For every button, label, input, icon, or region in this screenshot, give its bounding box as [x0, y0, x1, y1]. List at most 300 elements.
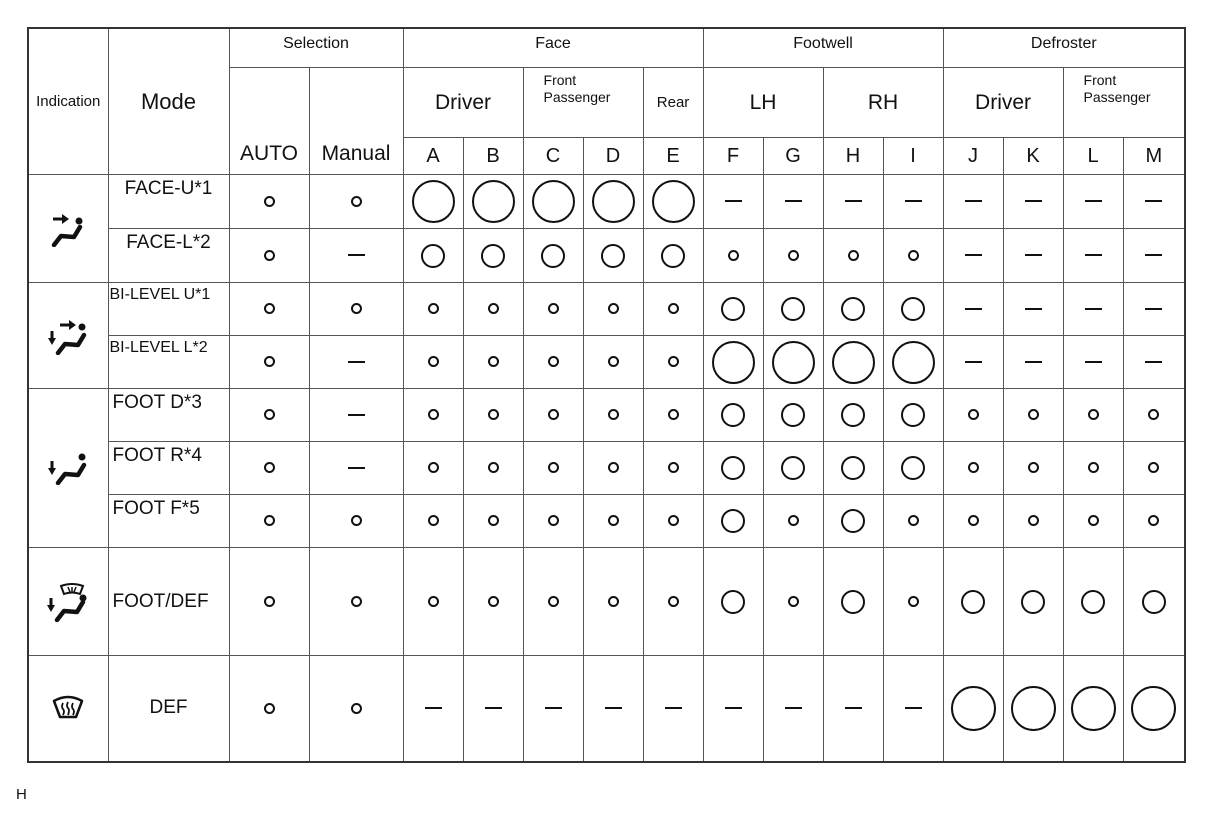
damper-cell: [703, 442, 763, 495]
damper-cell: [583, 656, 643, 762]
footwell-header: Footwell: [703, 28, 943, 68]
not-applicable-dash: [1025, 308, 1042, 310]
small-circle-mark: [548, 303, 559, 314]
small-circle-mark: [428, 303, 439, 314]
damper-cell: [403, 336, 463, 389]
damper-cell: [403, 548, 463, 656]
damper-cell: [1123, 495, 1185, 548]
small-circle-mark: [428, 409, 439, 420]
damper-cell: [1063, 336, 1123, 389]
small-circle-mark: [351, 703, 362, 714]
medium-circle-mark: [961, 590, 985, 614]
damper-cell: [403, 656, 463, 762]
damper-cell: [943, 389, 1003, 442]
damper-cell: [1003, 175, 1063, 229]
damper-cell: [463, 548, 523, 656]
damper-cell: [883, 442, 943, 495]
not-applicable-dash: [1025, 361, 1042, 363]
table-row: [28, 175, 1185, 229]
damper-cell: [1063, 495, 1123, 548]
medium-circle-mark: [721, 509, 745, 533]
bi-level-mode-icon: [28, 283, 108, 389]
damper-cell: [309, 442, 403, 495]
large-circle-mark: [1131, 686, 1176, 731]
defroster-header: Defroster: [943, 28, 1185, 68]
small-circle-mark: [548, 356, 559, 367]
small-circle-mark: [264, 196, 275, 207]
medium-circle-mark: [721, 456, 745, 480]
damper-cell: [643, 442, 703, 495]
small-circle-mark: [488, 596, 499, 607]
manual-header: Manual: [309, 68, 403, 175]
small-circle-mark: [264, 303, 275, 314]
damper-cell: [403, 175, 463, 229]
damper-cell: [823, 336, 883, 389]
large-circle-mark: [892, 341, 935, 384]
small-circle-mark: [668, 409, 679, 420]
small-circle-mark: [788, 250, 799, 261]
damper-cell: [1063, 548, 1123, 656]
not-applicable-dash: [1085, 200, 1102, 202]
not-applicable-dash: [1145, 361, 1162, 363]
damper-cell: [823, 548, 883, 656]
small-circle-mark: [548, 409, 559, 420]
damper-cell: [523, 656, 583, 762]
damper-cell: [309, 283, 403, 336]
not-applicable-dash: [348, 414, 365, 416]
damper-cell: [583, 336, 643, 389]
medium-circle-mark: [721, 297, 745, 321]
damper-cell: [1003, 442, 1063, 495]
damper-cell: [883, 283, 943, 336]
mode-label: FOOT/DEF: [108, 548, 229, 656]
small-circle-mark: [968, 515, 979, 526]
damper-cell: [1063, 229, 1123, 283]
damper-cell: [523, 495, 583, 548]
damper-cell: [1003, 229, 1063, 283]
damper-cell: [1003, 495, 1063, 548]
not-applicable-dash: [1085, 254, 1102, 256]
medium-circle-mark: [481, 244, 505, 268]
small-circle-mark: [488, 356, 499, 367]
damper-cell: [1003, 656, 1063, 762]
not-applicable-dash: [605, 707, 622, 709]
small-circle-mark: [1028, 409, 1039, 420]
not-applicable-dash: [905, 200, 922, 202]
damper-cell: [1003, 283, 1063, 336]
damper-cell: [763, 389, 823, 442]
damper-cell: [703, 548, 763, 656]
damper-cell: [463, 656, 523, 762]
damper-cell: [823, 229, 883, 283]
medium-circle-mark: [541, 244, 565, 268]
table-row: [28, 656, 1185, 762]
damper-cell: [943, 548, 1003, 656]
damper-cell: [823, 389, 883, 442]
small-circle-mark: [668, 303, 679, 314]
damper-cell: [403, 389, 463, 442]
damper-cell: [583, 283, 643, 336]
small-circle-mark: [608, 515, 619, 526]
damper-cell: [883, 656, 943, 762]
medium-circle-mark: [781, 456, 805, 480]
damper-cell: [943, 283, 1003, 336]
not-applicable-dash: [1085, 308, 1102, 310]
not-applicable-dash: [425, 707, 442, 709]
damper-cell: [583, 495, 643, 548]
foot-mode-icon: [28, 389, 108, 548]
small-circle-mark: [1148, 409, 1159, 420]
small-circle-mark: [668, 515, 679, 526]
damper-cell: [1063, 442, 1123, 495]
large-circle-mark: [951, 686, 996, 731]
damper-cell: [1063, 656, 1123, 762]
small-circle-mark: [351, 196, 362, 207]
damper-cell: [1063, 389, 1123, 442]
face-header: Face: [403, 28, 703, 68]
not-applicable-dash: [965, 308, 982, 310]
small-circle-mark: [1028, 515, 1039, 526]
damper-cell: [823, 283, 883, 336]
small-circle-mark: [488, 409, 499, 420]
damper-cell: [943, 175, 1003, 229]
damper-cell: [703, 389, 763, 442]
small-circle-mark: [351, 596, 362, 607]
damper-cell: [883, 495, 943, 548]
table-row: [28, 389, 1185, 442]
medium-circle-mark: [1021, 590, 1045, 614]
damper-cell: [643, 389, 703, 442]
face-mode-icon: [28, 175, 108, 283]
small-circle-mark: [351, 303, 362, 314]
large-circle-mark: [832, 341, 875, 384]
damper-cell: [583, 548, 643, 656]
large-circle-mark: [412, 180, 455, 223]
small-circle-mark: [351, 515, 362, 526]
small-circle-mark: [264, 596, 275, 607]
medium-circle-mark: [1142, 590, 1166, 614]
damper-cell: [703, 229, 763, 283]
small-circle-mark: [428, 596, 439, 607]
damper-cell: [643, 283, 703, 336]
damper-cell: [229, 229, 309, 283]
column-letter: H: [823, 138, 883, 175]
not-applicable-dash: [785, 707, 802, 709]
small-circle-mark: [788, 596, 799, 607]
damper-cell: [823, 442, 883, 495]
column-letter: K: [1003, 138, 1063, 175]
def-front-passenger-header: Front Passenger: [1063, 68, 1185, 138]
damper-cell: [403, 442, 463, 495]
medium-circle-mark: [721, 403, 745, 427]
mode-label: BI-LEVEL L*2: [108, 336, 229, 389]
damper-cell: [643, 336, 703, 389]
damper-cell: [523, 283, 583, 336]
small-circle-mark: [908, 515, 919, 526]
small-circle-mark: [608, 462, 619, 473]
damper-cell: [883, 229, 943, 283]
column-letter: F: [703, 138, 763, 175]
mode-label: FOOT F*5: [108, 495, 229, 548]
small-circle-mark: [1148, 462, 1159, 473]
table-row: [28, 336, 1185, 389]
not-applicable-dash: [348, 467, 365, 469]
damper-cell: [583, 389, 643, 442]
damper-cell: [463, 442, 523, 495]
damper-cell: [643, 495, 703, 548]
large-circle-mark: [712, 341, 755, 384]
small-circle-mark: [264, 356, 275, 367]
damper-cell: [229, 389, 309, 442]
medium-circle-mark: [601, 244, 625, 268]
small-circle-mark: [608, 303, 619, 314]
large-circle-mark: [1071, 686, 1116, 731]
mode-label: FOOT D*3: [108, 389, 229, 442]
medium-circle-mark: [841, 509, 865, 533]
small-circle-mark: [608, 596, 619, 607]
small-circle-mark: [428, 515, 439, 526]
small-circle-mark: [788, 515, 799, 526]
damper-cell: [763, 283, 823, 336]
damper-cell: [1123, 336, 1185, 389]
medium-circle-mark: [901, 403, 925, 427]
mode-header: Mode: [108, 28, 229, 175]
damper-cell: [309, 548, 403, 656]
column-letter: L: [1063, 138, 1123, 175]
large-circle-mark: [472, 180, 515, 223]
not-applicable-dash: [725, 200, 742, 202]
mode-label: BI-LEVEL U*1: [108, 283, 229, 336]
large-circle-mark: [652, 180, 695, 223]
column-letter: J: [943, 138, 1003, 175]
small-circle-mark: [668, 462, 679, 473]
damper-cell: [1063, 175, 1123, 229]
damper-cell: [823, 656, 883, 762]
column-letter: B: [463, 138, 523, 175]
damper-cell: [1123, 229, 1185, 283]
damper-cell: [463, 283, 523, 336]
damper-cell: [703, 656, 763, 762]
def-driver-header: Driver: [943, 68, 1063, 138]
damper-cell: [763, 175, 823, 229]
small-circle-mark: [1088, 515, 1099, 526]
medium-circle-mark: [721, 590, 745, 614]
damper-cell: [523, 175, 583, 229]
damper-cell: [583, 442, 643, 495]
large-circle-mark: [592, 180, 635, 223]
small-circle-mark: [264, 250, 275, 261]
medium-circle-mark: [661, 244, 685, 268]
damper-cell: [883, 389, 943, 442]
mode-label: DEF: [108, 656, 229, 762]
damper-cell: [403, 495, 463, 548]
damper-cell: [703, 495, 763, 548]
mode-label: FACE-U*1: [108, 175, 229, 229]
def-mode-icon: [28, 656, 108, 762]
small-circle-mark: [668, 356, 679, 367]
not-applicable-dash: [965, 361, 982, 363]
damper-cell: [309, 656, 403, 762]
damper-cell: [763, 336, 823, 389]
medium-circle-mark: [901, 297, 925, 321]
damper-cell: [463, 175, 523, 229]
small-circle-mark: [1028, 462, 1039, 473]
small-circle-mark: [728, 250, 739, 261]
damper-cell: [583, 175, 643, 229]
damper-cell: [463, 389, 523, 442]
foot-def-mode-icon: [28, 548, 108, 656]
column-letter: C: [523, 138, 583, 175]
damper-cell: [883, 336, 943, 389]
damper-cell: [1123, 548, 1185, 656]
damper-cell: [229, 656, 309, 762]
damper-cell: [309, 336, 403, 389]
small-circle-mark: [1088, 409, 1099, 420]
medium-circle-mark: [841, 590, 865, 614]
damper-cell: [309, 175, 403, 229]
damper-cell: [943, 229, 1003, 283]
damper-cell: [523, 548, 583, 656]
damper-cell: [703, 175, 763, 229]
small-circle-mark: [264, 515, 275, 526]
foot-rh-header: RH: [823, 68, 943, 138]
small-circle-mark: [908, 250, 919, 261]
small-circle-mark: [548, 462, 559, 473]
damper-cell: [823, 495, 883, 548]
damper-cell: [943, 656, 1003, 762]
damper-cell: [883, 175, 943, 229]
damper-cell: [943, 336, 1003, 389]
damper-cell: [1063, 283, 1123, 336]
damper-cell: [1003, 389, 1063, 442]
table-row: [28, 548, 1185, 656]
damper-cell: [943, 442, 1003, 495]
not-applicable-dash: [965, 254, 982, 256]
indication-header: Indication: [28, 28, 108, 175]
small-circle-mark: [428, 462, 439, 473]
not-applicable-dash: [845, 707, 862, 709]
damper-cell: [943, 495, 1003, 548]
damper-cell: [1123, 175, 1185, 229]
damper-cell: [229, 495, 309, 548]
damper-cell: [309, 229, 403, 283]
damper-cell: [403, 229, 463, 283]
footnote-label: H: [16, 786, 27, 803]
not-applicable-dash: [348, 361, 365, 363]
small-circle-mark: [668, 596, 679, 607]
table-row: [28, 229, 1185, 283]
column-letter: G: [763, 138, 823, 175]
not-applicable-dash: [1025, 254, 1042, 256]
small-circle-mark: [1148, 515, 1159, 526]
not-applicable-dash: [965, 200, 982, 202]
small-circle-mark: [264, 703, 275, 714]
damper-cell: [229, 442, 309, 495]
small-circle-mark: [608, 356, 619, 367]
selection-header: Selection: [229, 28, 403, 68]
damper-cell: [463, 336, 523, 389]
damper-cell: [309, 389, 403, 442]
damper-cell: [763, 442, 823, 495]
damper-cell: [229, 548, 309, 656]
damper-cell: [703, 283, 763, 336]
small-circle-mark: [1088, 462, 1099, 473]
table-row: [28, 442, 1185, 495]
damper-cell: [823, 175, 883, 229]
medium-circle-mark: [781, 403, 805, 427]
damper-cell: [643, 656, 703, 762]
mode-label: FOOT R*4: [108, 442, 229, 495]
damper-cell: [583, 229, 643, 283]
damper-cell: [523, 442, 583, 495]
damper-cell: [229, 175, 309, 229]
not-applicable-dash: [1145, 200, 1162, 202]
mode-label: FACE-L*2: [108, 229, 229, 283]
damper-cell: [763, 229, 823, 283]
damper-cell: [523, 336, 583, 389]
column-letter: A: [403, 138, 463, 175]
damper-cell: [463, 495, 523, 548]
not-applicable-dash: [845, 200, 862, 202]
face-driver-header: Driver: [403, 68, 523, 138]
damper-cell: [643, 175, 703, 229]
not-applicable-dash: [665, 707, 682, 709]
damper-cell: [523, 389, 583, 442]
small-circle-mark: [608, 409, 619, 420]
small-circle-mark: [968, 409, 979, 420]
not-applicable-dash: [1145, 308, 1162, 310]
small-circle-mark: [488, 515, 499, 526]
damper-cell: [309, 495, 403, 548]
small-circle-mark: [848, 250, 859, 261]
damper-cell: [403, 283, 463, 336]
large-circle-mark: [532, 180, 575, 223]
not-applicable-dash: [1145, 254, 1162, 256]
damper-cell: [1123, 656, 1185, 762]
not-applicable-dash: [348, 254, 365, 256]
table-row: [28, 283, 1185, 336]
damper-cell: [229, 283, 309, 336]
column-letter: M: [1123, 138, 1185, 175]
damper-cell: [763, 495, 823, 548]
damper-cell: [643, 548, 703, 656]
not-applicable-dash: [485, 707, 502, 709]
small-circle-mark: [488, 462, 499, 473]
damper-cell: [1123, 283, 1185, 336]
face-rear-header: Rear: [643, 68, 703, 138]
damper-cell: [1123, 389, 1185, 442]
medium-circle-mark: [841, 456, 865, 480]
damper-cell: [1003, 548, 1063, 656]
small-circle-mark: [548, 515, 559, 526]
damper-cell: [703, 336, 763, 389]
damper-cell: [1123, 442, 1185, 495]
medium-circle-mark: [841, 297, 865, 321]
foot-lh-header: LH: [703, 68, 823, 138]
not-applicable-dash: [1085, 361, 1102, 363]
medium-circle-mark: [1081, 590, 1105, 614]
small-circle-mark: [428, 356, 439, 367]
large-circle-mark: [772, 341, 815, 384]
medium-circle-mark: [421, 244, 445, 268]
small-circle-mark: [908, 596, 919, 607]
not-applicable-dash: [725, 707, 742, 709]
damper-cell: [1003, 336, 1063, 389]
damper-cell: [763, 656, 823, 762]
small-circle-mark: [264, 462, 275, 473]
face-front-passenger-header: Front Passenger: [523, 68, 643, 138]
medium-circle-mark: [901, 456, 925, 480]
